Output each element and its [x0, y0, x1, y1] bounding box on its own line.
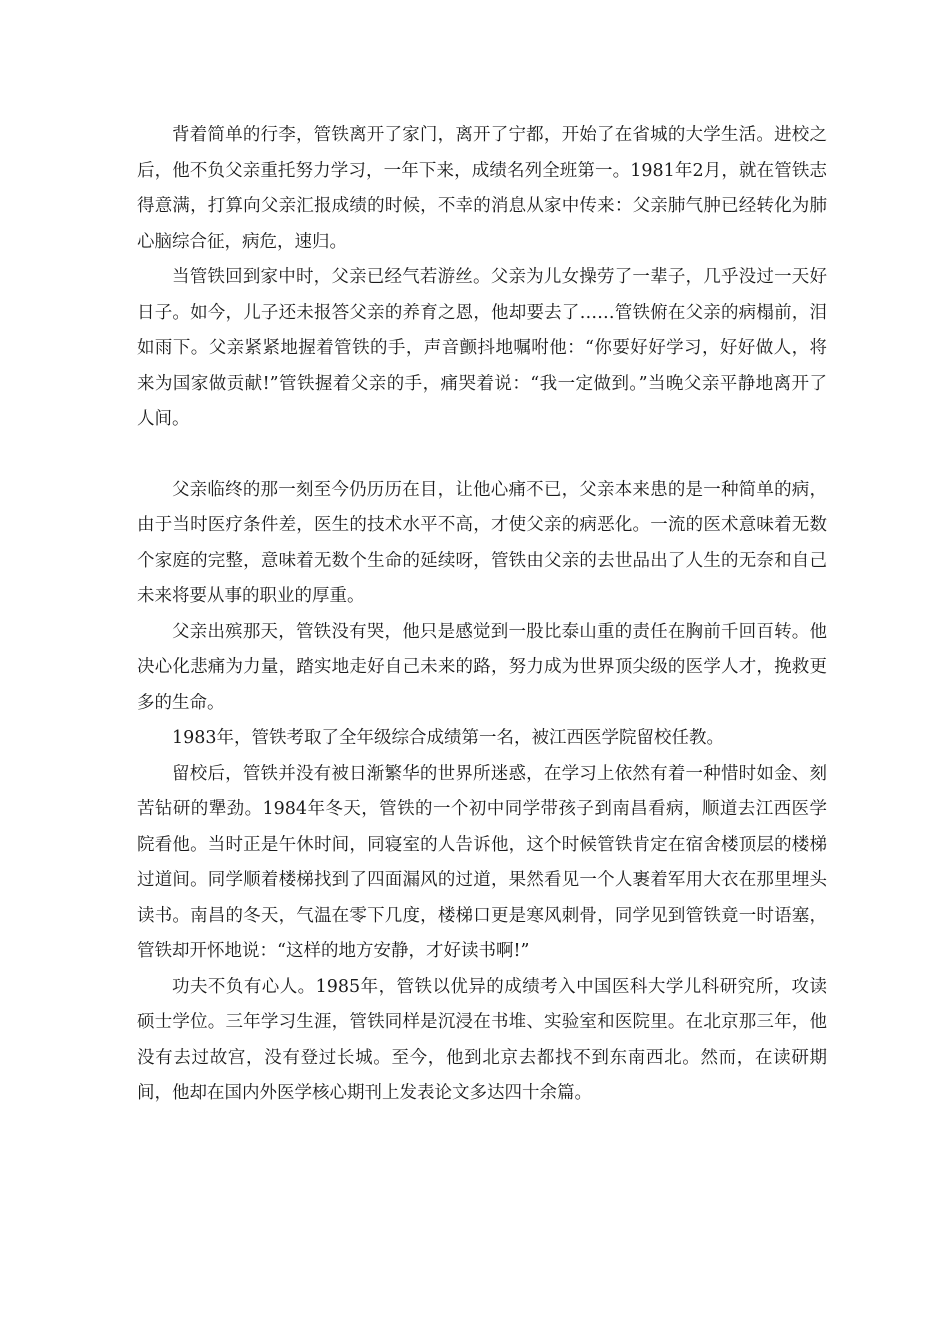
paragraph-father-death: 当管铁回到家中时，父亲已经气若游丝。父亲为儿女操劳了一辈子，几乎没过一天好日子。如今，儿子还未报答父亲的养育之恩，他却要去了……管铁俯在父亲的病榻前，泪如雨下。父亲紧紧地握着管铁的手，声音颤抖地嘱咐他：“你要好好学习，好好做人，将来为国家做贡献!”管铁握着父亲的手，痛哭着说：“我一定做到。”当晚父亲平静地离开了人间。	[137, 267, 827, 429]
paragraph-funeral: 父亲出殡那天，管铁没有哭，他只是感觉到一股比泰山重的责任在胸前千回百转。他决心化悲痛为力量，踏实地走好自己未来的路，努力成为世界顶尖级的医学人才，挽救更多的生命。	[137, 621, 827, 713]
document-body	[137, 118, 827, 1112]
paragraph-reflection: 父亲临终的那一刻至今仍历历在目，让他心痛不已，父亲本来患的是一种简单的病，由于当时医疗条件差，医生的技术水平不高，才使父亲的病恶化。一流的医术意味着无数个家庭的完整，意味着无数个生命的延续呀，管铁由父亲的去世品出了人生的无奈和自己未来将要从事的职业的厚重。	[137, 479, 827, 606]
paragraph-1983: 1983年，管铁考取了全年级综合成绩第一名，被江西医学院留校任教。	[172, 728, 725, 748]
paragraph-teaching: 留校后，管铁并没有被日渐繁华的世界所迷惑，在学习上依然有着一种惜时如金、刻苦钻研的犟劲。1984年冬天，管铁的一个初中同学带孩子到南昌看病，顺道去江西医学院看他。当时正是午休时间，同寝室的人告诉他，这个时候管铁肯定在宿舍楼顶层的楼梯过道间。同学顺着楼梯找到了四面漏风的过道，果然看见一个人裹着军用大衣在那里埋头读书。南昌的冬天，气温在零下几度，楼梯口更是寒风刺骨，同学见到管铁竟一时语塞，管铁却开怀地说：“这样的地方安静，才好读书啊!”	[137, 763, 827, 961]
paragraph-leaving-home: 背着简单的行李，管铁离开了家门，离开了宁都，开始了在省城的大学生活。进校之后，他不负父亲重托努力学习，一年下来，成绩名列全班第一。1981年2月，就在管铁志得意满，打算向父亲汇报成绩的时候，不幸的消息从家中传来：父亲肺气肿已经转化为肺心脑综合征，病危，速归。	[137, 125, 827, 252]
paragraph-graduate-study: 功夫不负有心人。1985年，管铁以优异的成绩考入中国医科大学儿科研究所，攻读硕士学位。三年学习生涯，管铁同样是沉浸在书堆、实验室和医院里。在北京那三年，他没有去过故宫，没有登过长城。至今，他到北京去都找不到东南西北。然而，在读研期间，他却在国内外医学核心期刊上发表论文多达四十余篇。	[137, 976, 827, 1103]
